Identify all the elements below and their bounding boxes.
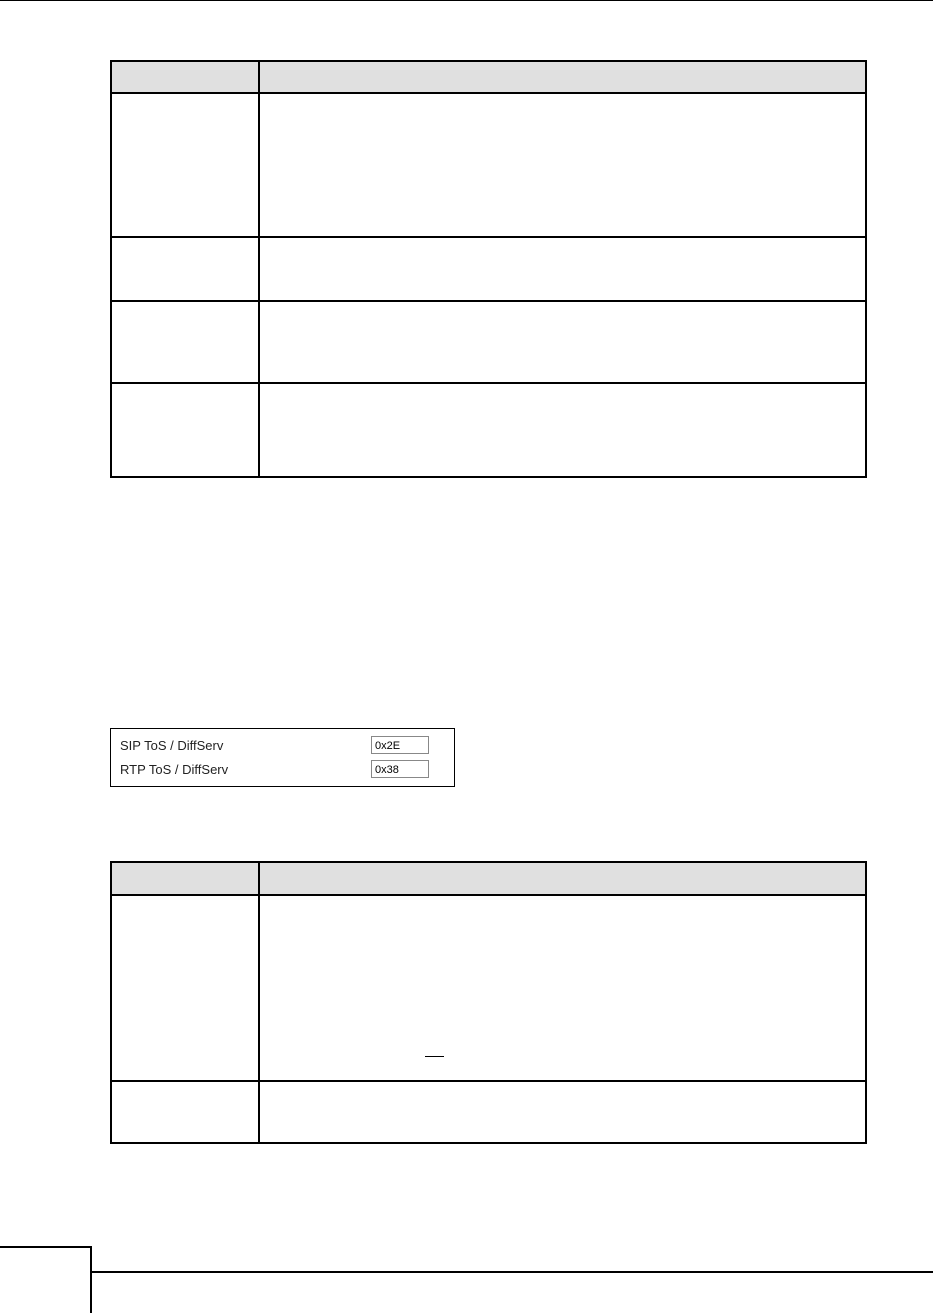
underline-mark [425,1056,444,1057]
field-description-table-1 [110,60,867,478]
table-row [111,93,866,237]
page-number-box [0,1246,92,1313]
table-row [111,895,866,1081]
table-row [111,1081,866,1143]
rtp-tos-label: RTP ToS / DiffServ [120,762,229,777]
header-rule [0,0,933,1]
table-row [111,301,866,383]
table-row [111,383,866,477]
field-description-table-2 [110,861,867,1144]
table-row [111,237,866,301]
rtp-tos-input[interactable]: 0x38 [371,760,429,778]
sip-tos-row [120,736,440,756]
table-header-row [111,61,866,93]
footer-rule [92,1271,933,1273]
sip-tos-input[interactable]: 0x2E [371,736,429,754]
qos-settings-panel [110,728,455,787]
sip-tos-label: SIP ToS / DiffServ [120,738,224,753]
table-header-row [111,862,866,895]
rtp-tos-row [120,760,440,780]
